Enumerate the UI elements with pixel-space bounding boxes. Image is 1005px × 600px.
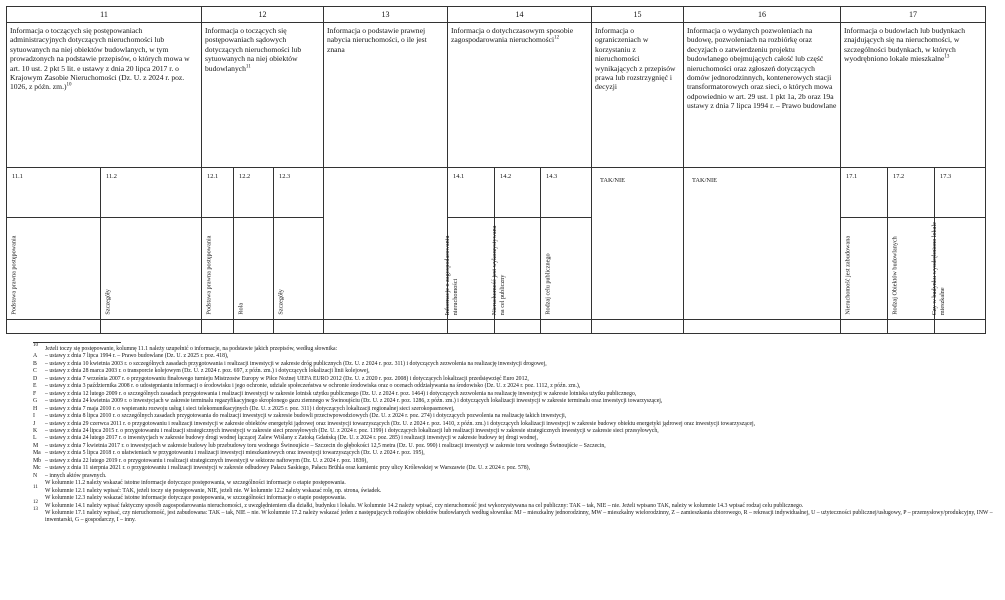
- cell-13-blank: [324, 168, 448, 320]
- data-cell[interactable]: [234, 320, 274, 334]
- dictionary-text: – ustawy z dnia 7 maja 2010 r. o wspieraniu rozwoju usług i sieci telekomunikacyjnych (Dz. U. z 2025 r. poz. 311) i dotyczących lokalizacji regionalnej sieci szerokopasmowej,: [45, 405, 455, 412]
- footnote-ref-10: 10: [66, 82, 72, 88]
- dictionary-key: M: [33, 442, 39, 449]
- header-13: [324, 23, 448, 168]
- dictionary-text: – ustawy z dnia 8 lipca 2010 r. o szczególnych zasadach przygotowania do realizacji inwestycji w zakresie budowli przeciwpowodziowych (Dz. U. z 2024 r. poz. 274) i dotyczących pozwolenia na realizację takich inwestycji,: [45, 413, 567, 420]
- header-15-text: Informacja o ograniczeniach w korzystaniu z nieruchomości wynikających z przepisów prawa lub rozstrzygnięć i decyzji: [595, 26, 676, 92]
- label-cell-14-3: [541, 218, 592, 320]
- data-cell[interactable]: [841, 320, 888, 334]
- dictionary-text: – ustawy z dnia 5 lipca 2018 r. o ułatwieniach w przygotowaniu i realizacji inwestycji mieszkaniowych oraz inwestycji towarzyszących (Dz. U. z 2024 r. poz. 195),: [45, 450, 425, 457]
- cell-15-tak-nie: [592, 168, 684, 320]
- dictionary-entry: [33, 353, 995, 360]
- header-17-text: Informacja o budowlach lub budynkach znajdujących się na nieruchomości, w szczególności budynkach, w których wyodrębniono lokale mieszkalne: [844, 26, 966, 64]
- data-cell[interactable]: [274, 320, 324, 334]
- tak-nie-15: TAK/NIE: [600, 177, 626, 184]
- cell-16-tak-nie: [684, 168, 841, 320]
- footnote-13: 13 W kolumnie 17.1 należy wpisać, czy nieruchomość, jest zabudowana: TAK – tak, NIE – nie. W kolumnie 17.2 należy wskazać jeden z następujących rodzajów obiektów budowlanych według słownika: MJ – mieszkalny jednorodzinny, MW – mieszkalny wielorodzinny, Z – zamieszkania zbiorowego, R – rekreacji indywidualnej, U – użyteczności publicznej/usługowy, P – przemysłowy/produkcyjny, INW – inwentarski, G – gospodarczy, I – inny.: [33, 506, 993, 524]
- dictionary-key: A: [33, 353, 38, 360]
- footnote-separator: [33, 342, 121, 343]
- dictionary-text: – ustawy z dnia 7 kwietnia 2017 r. o inwestycjach w zakresie budowy lub przebudowy toru wodnego Świnoujście – Szczecin do głębokości 12,5 metra (Dz. U. poz. 990) i realizacji inwestycji w zakresie toru wodnego Świnoujście – Szczecin,: [45, 442, 606, 449]
- dictionary-entry: [33, 398, 995, 405]
- dictionary-key: G: [33, 398, 38, 405]
- label-cell-12-2: [234, 218, 274, 320]
- dictionary-key: I: [33, 413, 35, 420]
- label-14-3: Rodzaj celu publicznego: [544, 253, 552, 315]
- label-cell-14-2: [490, 218, 541, 320]
- dictionary-text: – ustawy z dnia 3 października 2008 r. o udostępnianiu informacji o środowisku i jego ochronie, udziale społeczeństwa w ochronie środowiska oraz o ocenach oddziaływania na środowisko (Dz. U. z 2024 r. poz. 1112, z późn. zm.),: [45, 383, 581, 390]
- footnote-12-text: W kolumnie 14.1 należy wpisać faktyczny sposób zagospodarowania nieruchomości, z uwzględnieniem dla działki, budynku i lokalu. W kolumnie 14.2 należy wpisać, czy nieruchomość jest wykorzystywana na cel publiczny: TAK – tak, NIE – nie. Jeżeli wpisano TAK, należy w kolumnie 14.3 wpisać rodzaj celu publicznego.: [45, 502, 804, 509]
- column-number-row: [7, 7, 986, 23]
- subcol-11-2: 11.2: [101, 168, 202, 218]
- footnote-11-text-b: W kolumnie 12.3 należy wskazać istotne informacje dotyczące postępowania, w szczególności informacje o etapie postępowania.: [45, 495, 347, 502]
- dictionary-entry: [33, 413, 995, 420]
- label-cell-12-1: [202, 218, 234, 320]
- label-12-3: Szczegóły: [277, 289, 285, 315]
- header-12: [202, 23, 324, 168]
- dictionary-text: – ustawy z dnia 10 kwietnia 2003 r. o szczególnych zasadach przygotowania i realizacji inwestycji w zakresie dróg publicznych (Dz. U. z 2024 r. poz. 311) i dotyczących zezwolenia na realizację inwestycji drogowej,: [45, 360, 547, 367]
- dictionary-entry: [33, 368, 995, 375]
- dictionary-text: – ustawy z dnia 7 lipca 1994 r. – Prawo budowlane (Dz. U. z 2025 r. poz. 418),: [45, 353, 229, 360]
- header-17: [841, 23, 986, 168]
- tak-nie-16: TAK/NIE: [692, 177, 718, 184]
- footnote-11-a: 11 W kolumnie 12.1 należy wpisać: TAK, jeżeli toczy się postępowanie, NIE, jeżeli nie. W kolumnie 12.2 należy wskazać rolę, np. strona, świadek.: [33, 484, 382, 494]
- dictionary-entry: [33, 406, 995, 413]
- data-cell[interactable]: [935, 320, 986, 334]
- footnote-dictionary: [33, 353, 995, 480]
- dictionary-key: F: [33, 390, 37, 397]
- data-cell[interactable]: [101, 320, 202, 334]
- data-cell[interactable]: [324, 320, 448, 334]
- footnote-13-text: W kolumnie 17.1 należy wpisać, czy nieruchomość, jest zabudowana: TAK – tak, NIE – nie. W kolumnie 17.2 należy wskazać jeden z następujących rodzajów obiektów budowlanych według słownika: MJ – mieszkalny jednorodzinny, MW – mieszkalny wielorodzinny, Z – zamieszkania zbiorowego, R – rekreacji indywidualnej, U – użyteczności publicznej/usługowy, P – przemysłowy/produkcyjny, INW – inwentarski, G – gospodarczy, I – inny.: [45, 509, 993, 524]
- dictionary-key: Mc: [33, 465, 41, 472]
- footnote-12: 12 W kolumnie 14.1 należy wpisać faktyczny sposób zagospodarowania nieruchomości, z uwzględnieniem dla działki, budynku i lokalu. W kolumnie 14.2 należy wpisać, czy nieruchomość jest wykorzystywana na cel publiczny: TAK – tak, NIE – nie. Jeżeli wpisano TAK, należy w kolumnie 14.3 wpisać rodzaj celu publicznego.: [33, 499, 804, 509]
- dictionary-key: J: [33, 420, 36, 427]
- col-number-11: 11: [7, 7, 202, 23]
- col-number-12: 12: [202, 7, 324, 23]
- subcolumn-number-row: [7, 168, 986, 218]
- label-17-3: Czy w budynku wyodrębniono lokale mieszkalne: [930, 221, 946, 315]
- subcol-17-2: 17.2: [888, 168, 935, 218]
- subcol-12-1: 12.1: [202, 168, 234, 218]
- dictionary-key: K: [33, 427, 38, 434]
- footnote-11-text-a: W kolumnie 12.1 należy wpisać: TAK, jeżeli toczy się postępowanie, NIE, jeżeli nie. W kolumnie 12.2 należy wskazać rolę, np. strona, świadek.: [45, 487, 382, 494]
- subcol-12-3: 12.3: [274, 168, 324, 218]
- header-11-text: Informacja o toczących się postępowaniach administracyjnych dotyczących nieruchomości lub sytuowanych na niej obiektów budowlanych, w tym prowadzonych na podstawie przepisów, o których mowa w art. 10 ust. 2 pkt 5 lit. e ustawy z dnia 20 lipca 2017 r. o Krajowym Zasobie Nieruchomości (Dz. U. z 2024 r. poz. 1026, z późn. zm.): [10, 26, 190, 92]
- label-17-2: Rodzaj Obiektów budowlanych: [891, 236, 899, 315]
- dictionary-key: Ma: [33, 450, 41, 457]
- register-table: [6, 6, 986, 334]
- header-16-text: Informacja o wydanych pozwoleniach na budowę, pozwoleniach na rozbiórkę oraz decyzjach o zatwierdzeniu projektu budowlanego obejmujących całość lub część nieruchomości oraz zgłoszeń dotyczących domów jednorodzinnych, kontenerowych stacji transformatorowych oraz sieci, o których mowa odpowiednio w art. 29 ust. 1 pkt 1a, 2b oraz 19a ustawy z dnia 7 lipca 1994 r. – Prawo budowlane: [687, 26, 837, 111]
- dictionary-text: – ustawy z dnia 11 sierpnia 2021 r. o przygotowaniu i realizacji inwestycji w zakresie odbudowy Pałacu Saskiego, Pałacu Brühla oraz kamienic przy ulicy Królewskiej w Warszawie (Dz. U. z 2024 r. poz. 578),: [45, 465, 531, 472]
- footnote-11-b: [33, 495, 995, 502]
- col-number-16: 16: [684, 7, 841, 23]
- label-cell-17-1: [841, 218, 888, 320]
- dictionary-text: – ustawy z dnia 24 kwietnia 2009 r. o inwestycjach w zakresie terminalu regazyfikacyjnego skroplonego gazu ziemnego w Świnoujściu (Dz. U. z 2024 r. poz. 1286, z późn. zm.) i dotyczących lokalizacji inwestycji w zakresie terminalu oraz inwestycji towarzyszącej,: [45, 398, 663, 405]
- col-number-17: 17: [841, 7, 986, 23]
- label-cell-11-2: [101, 218, 202, 320]
- dictionary-entry: [33, 465, 995, 472]
- label-11-2: Szczegóły: [104, 289, 112, 315]
- dictionary-text: – ustawy z dnia 28 marca 2003 r. o transporcie kolejowym (Dz. U. z 2024 r. poz. 697, z późn. zm.) i dotyczących lokalizacji linii kolejowej,: [45, 368, 370, 375]
- footnote-10-text: Jeżeli toczy się postępowanie, kolumnę 11.1 należy uzupełnić o informacje, na podstawie jakich przepisów, według słownika:: [45, 346, 338, 352]
- label-12-2: Rola: [237, 303, 245, 315]
- data-cell[interactable]: [684, 320, 841, 334]
- label-cell-17-2: [888, 218, 935, 320]
- header-13-text: Informacja o podstawie prawnej nabycia nieruchomości, o ile jest znana: [327, 26, 427, 54]
- header-11: [7, 23, 202, 168]
- header-12-text: Informacja o toczących się postępowaniach sądowych dotyczących nieruchomości lub sytuowanych na niej obiektów budowlanych: [205, 26, 302, 73]
- dictionary-entry: [33, 435, 995, 442]
- dictionary-key: B: [33, 360, 37, 367]
- subcol-14-1: 14.1: [448, 168, 495, 218]
- dictionary-text: – ustawy z dnia 22 lutego 2019 r. o przygotowaniu i realizacji strategicznych inwestycji w sektorze naftowym (Dz. U. z 2024 r. poz. 1839),: [45, 457, 368, 464]
- label-cell-12-3: [274, 218, 324, 320]
- header-14: [448, 23, 592, 168]
- footnote-10-tail: [33, 480, 995, 487]
- data-cell[interactable]: [448, 320, 495, 334]
- dictionary-key: L: [33, 435, 37, 442]
- label-17-1: Nieruchomość jest zabudowana: [844, 236, 852, 315]
- col-number-14: 14: [448, 7, 592, 23]
- header-14-text: Informacja o dotychczasowym sposobie zagospodarowania nieruchomości: [451, 26, 574, 45]
- header-15: [592, 23, 684, 168]
- label-11-1: Podstawa prawna postępowania: [10, 235, 18, 315]
- data-row: [7, 320, 986, 334]
- data-cell[interactable]: [592, 320, 684, 334]
- data-cell[interactable]: [7, 320, 101, 334]
- label-cell-17-3: [930, 218, 986, 320]
- footnotes: [33, 343, 995, 525]
- footnote-10-tail-text: W kolumnie 11.2 należy wskazać istotne informacje dotyczące postępowania, w szczególności informacje o etapie postępowania.: [45, 480, 346, 487]
- subcol-14-2: 14.2: [495, 168, 541, 218]
- subcol-14-3: 14.3: [541, 168, 592, 218]
- dictionary-key: C: [33, 368, 37, 375]
- dictionary-entry: [33, 383, 995, 390]
- subcol-17-1: 17.1: [841, 168, 888, 218]
- dictionary-key: D: [33, 375, 38, 382]
- subcol-12-2: 12.2: [234, 168, 274, 218]
- data-cell[interactable]: [888, 320, 935, 334]
- dictionary-key: Mb: [33, 457, 42, 464]
- footnote-ref-13: 13: [944, 54, 950, 60]
- dictionary-text: – ustawy z dnia 24 lutego 2017 r. o inwestycjach w zakresie budowy drogi wodnej łączącej Zalew Wiślany z Zatoką Gdańską (Dz. U. z 2024 r. poz. 285) i realizacji inwestycji w zakresie budowy tej drogi wodnej,: [45, 435, 538, 442]
- footnote-ref-12: 12: [554, 35, 560, 41]
- data-cell[interactable]: [202, 320, 234, 334]
- dictionary-text: – innych aktów prawnych.: [45, 472, 107, 479]
- col-number-15: 15: [592, 7, 684, 23]
- dictionary-text: – ustawy z dnia 7 września 2007 r. o przygotowaniu finałowego turnieju Mistrzostw Europy w Piłce Nożnej UEFA EURO 2012 (Dz. U. z 2020 r. poz. 2008) i dotyczących lokalizacji przedsięwzięć Euro 2012,: [45, 375, 529, 382]
- dictionary-entry: [33, 421, 995, 428]
- col-number-13: 13: [324, 7, 448, 23]
- dictionary-key: H: [33, 405, 38, 412]
- dictionary-key: E: [33, 383, 37, 390]
- subcol-17-3: 17.3: [935, 168, 986, 218]
- data-cell[interactable]: [541, 320, 592, 334]
- label-14-2: Nieruchomość jest wykorzystywana na cel publiczny: [490, 225, 506, 315]
- dictionary-entry: [33, 450, 995, 457]
- footnote-ref-11: 11: [245, 64, 251, 70]
- data-cell[interactable]: [495, 320, 541, 334]
- footnote-10-intro: 10 Jeżeli toczy się postępowanie, kolumnę 11.1 należy uzupełnić o informacje, na podstawie jakich przepisów, według słownika:: [33, 343, 338, 352]
- dictionary-key: N: [33, 472, 38, 479]
- dictionary-text: – ustawy z dnia 12 lutego 2009 r. o szczególnych zasadach przygotowania i realizacji inwestycji w zakresie lotnisk użytku publicznego (Dz. U. z 2024 r. poz. 1464) i dotyczących zezwolenia na realizację inwestycji w zakresie lotniska użytku publicznego,: [45, 390, 637, 397]
- dictionary-text: – ustawy z dnia 29 czerwca 2011 r. o przygotowaniu i realizacji inwestycji w zakresie obiektów energetyki jądrowej oraz inwestycji towarzyszących (Dz. U. z 2024 r. poz. 1410, z późn. zm.) i dotyczących lokalizacji inwestycji w zakresie budowy obiektu energetyki jądrowej oraz inwestycji towarzyszącej,: [45, 420, 756, 427]
- label-12-1: Podstawa prawna postępowania: [205, 235, 213, 315]
- dictionary-text: – ustawy z dnia 24 lipca 2015 r. o przygotowaniu i realizacji strategicznych inwestycji w zakresie sieci przesyłowych (Dz. U. z 2024 r. poz. 1199) i dotyczących lokalizacji lub realizacji inwestycji w zakresie strategicznych inwestycji w zakresie sieci przesyłowych,: [45, 427, 659, 434]
- label-cell-11-1: [7, 218, 101, 320]
- column-header-row: [7, 23, 986, 168]
- label-cell-14-1: [443, 218, 495, 320]
- header-16: [684, 23, 841, 168]
- label-14-1: Informacje o zagospodarowaniu nieruchomości: [443, 235, 459, 315]
- subcol-11-1: 11.1: [7, 168, 101, 218]
